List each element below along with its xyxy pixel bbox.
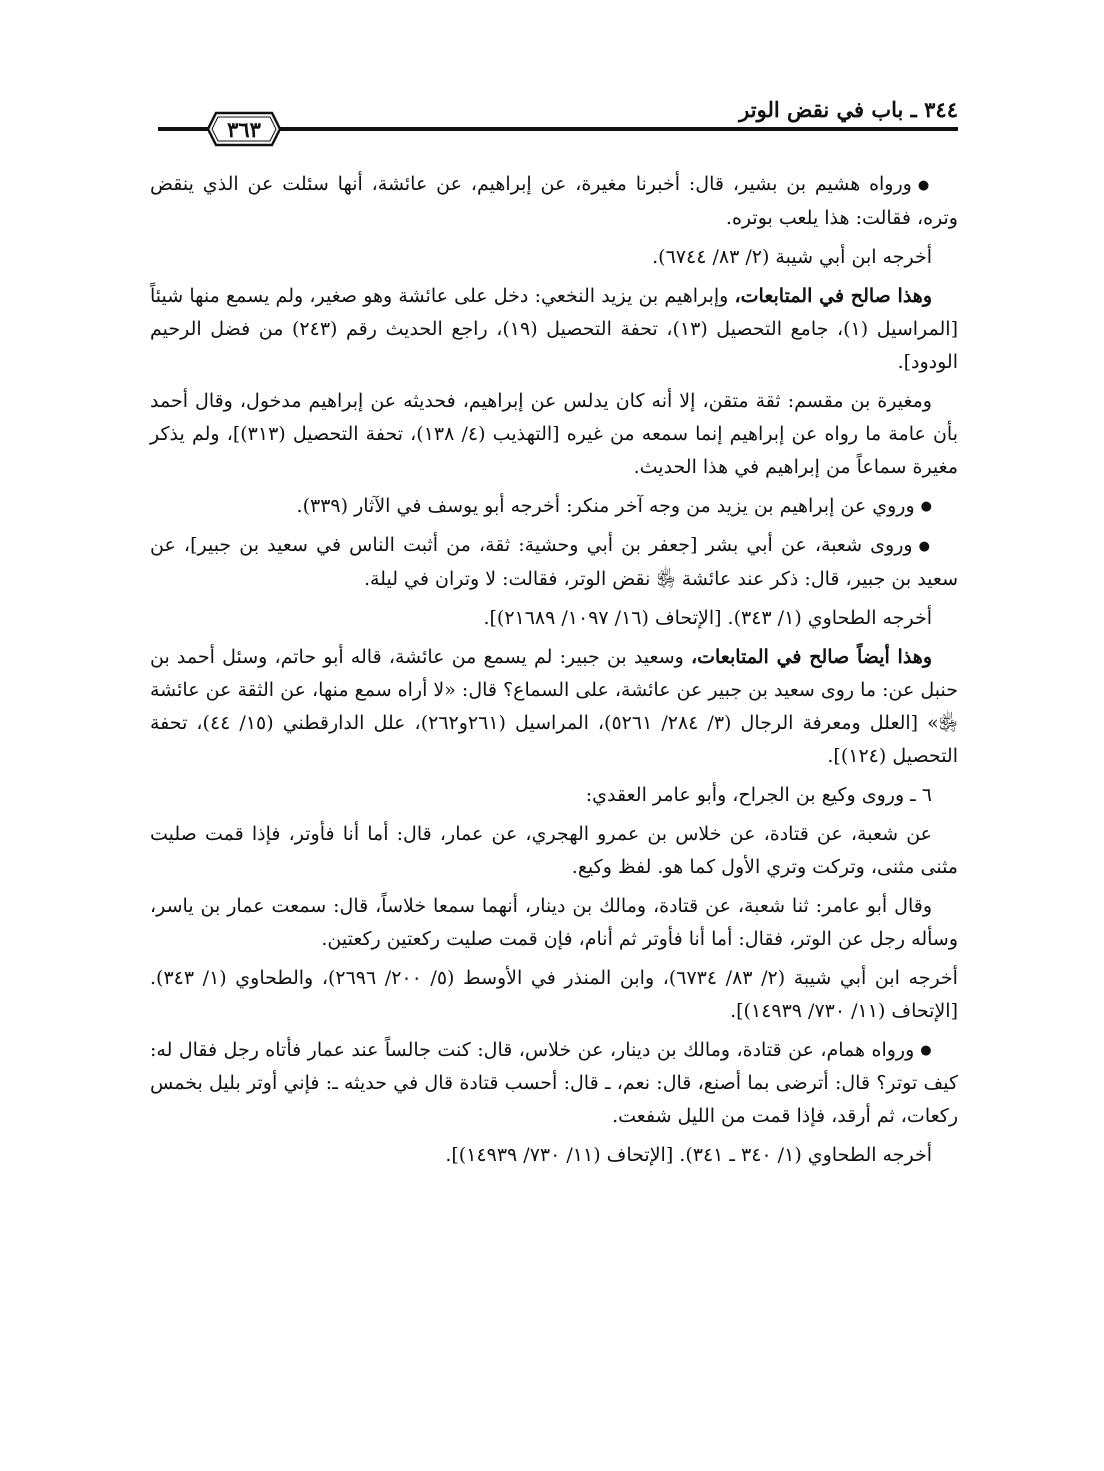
- paragraph-12: أخرجه ابن أبي شيبة (٢/ ٨٣/ ٦٧٣٤)، وابن المنذر في الأوسط (٥/ ٢٠٠/ ٢٦٩٦)، والطحاوي (١/ ٣٤٣). [الإتحاف (١١/ ٧٣٠/ ١٤٩٣٩)].: [150, 966, 958, 1022]
- paragraph-5: ●وروي عن إبراهيم بن يزيد من وجه آخر منكر: أخرجه أبو يوسف في الآثار (٣٣٩).: [296, 494, 932, 517]
- paragraph-2: أخرجه ابن أبي شيبة (٢/ ٨٣/ ٦٧٤٤).: [652, 245, 932, 268]
- page-header: [150, 95, 958, 153]
- main-text: [150, 168, 958, 1178]
- paragraph-9: ٦ ـ وروى وكيع بن الجراح، وأبو عامر العقدي:: [585, 783, 932, 806]
- paragraph-11: وقال أبو عامر: ثنا شعبة، عن قتادة، ومالك بن دينار، أنهما سمعا خلاساً، قال: سمعت عمار بن ياسر، وسأله رجل عن الوتر، فقال: أما أنا فأوتر ثم أنام، فإن قمت صليت ركعتين ركعتين.: [150, 894, 958, 950]
- paragraph-7: أخرجه الطحاوي (١/ ٣٤٣). [الإتحاف (١٦/ ١٠٩٧/ ٢١٦٨٩)].: [483, 606, 932, 629]
- header-rule-right: [280, 127, 958, 131]
- paragraph-3: وهذا صالح في المتابعات، وإبراهيم بن يزيد النخعي: دخل على عائشة وهو صغير، ولم يسمع منها شيئاً [المراسيل (١)، جامع التحصيل (١٣)، تحفة التحصيل (١٩)، راجع الحديث رقم (٢٤٣) من فضل الرحيم الودود].: [150, 284, 958, 373]
- paragraph-8: وهذا أيضاً صالح في المتابعات، وسعيد بن جبير: لم يسمع من عائشة، قاله أبو حاتم، وسئل أحمد بن حنبل عن: ما روى سعيد بن جبير عن عائشة، على السماع؟ قال: «لا أراه سمع منها، عن الثقة عن عائشة ﵂» [العلل ومعرفة الرجال (٣/ ٢٨٤/ ٥٢٦١)، المراسيل (٢٦١و٢٦٢)، علل الدارقطني (١٥/ ٤٤)، تحفة التحصيل (١٢٤)].: [150, 645, 958, 767]
- paragraph-4: ومغيرة بن مقسم: ثقة متقن، إلا أنه كان يدلس عن إبراهيم، فحديثه عن إبراهيم مدخول، وقال أحمد بأن عامة ما رواه عن إبراهيم إنما سمعه من غيره [التهذيب (٤/ ١٣٨)، تحفة التحصيل (٣١٣)]، ولم يذكر مغيرة سماعاً من إبراهيم في هذا الحديث.: [150, 389, 958, 478]
- chapter-title: ٣٤٤ ـ باب في نقض الوتر: [739, 97, 958, 122]
- header-rule-left: [158, 127, 208, 131]
- paragraph-6: ●وروى شعبة، عن أبي بشر [جعفر بن أبي وحشية: ثقة، من أثبت الناس في سعيد بن جبير]، عن سعيد بن جبير، قال: ذكر عند عائشة ﵂ نقض الوتر، فقالت: لا وتران في ليلة.: [150, 534, 958, 590]
- bullet-icon: ●: [920, 499, 932, 514]
- paragraph-10: عن شعبة، عن قتادة، عن خلاس بن عمرو الهجري، عن عمار، قال: أما أنا فأوتر، فإذا قمت صليت مثنى مثنى، وتركت وتري الأول كما هو. لفظ وكيع.: [150, 822, 958, 878]
- bullet-icon: ●: [920, 1043, 932, 1058]
- paragraph-1: ●ورواه هشيم بن بشير، قال: أخبرنا مغيرة، عن إبراهيم، عن عائشة، أنها سئلت عن الذي ينقض وتره، فقالت: هذا يلعب بوتره.: [150, 173, 958, 229]
- bullet-icon: ●: [918, 538, 932, 554]
- bullet-icon: ●: [917, 177, 933, 193]
- page-number: ٣٦٣: [227, 116, 261, 142]
- paragraph-14: أخرجه الطحاوي (١/ ٣٤٠ ـ ٣٤١). [الإتحاف (١١/ ٧٣٠/ ١٤٩٣٩)].: [445, 1144, 932, 1166]
- paragraph-13: ●ورواه همام، عن قتادة، ومالك بن دينار، عن خلاس، قال: كنت جالساً عند عمار فأتاه رجل فقال له: كيف توتر؟ قال: أترضى بما أصنع، قال: نعم، ـ قال: أحسب قتادة قال في حديثه ـ: فإني أوتر بليل بخمس ركعات، ثم أرقد، فإذا قمت من الليل شفعت.: [150, 1038, 958, 1127]
